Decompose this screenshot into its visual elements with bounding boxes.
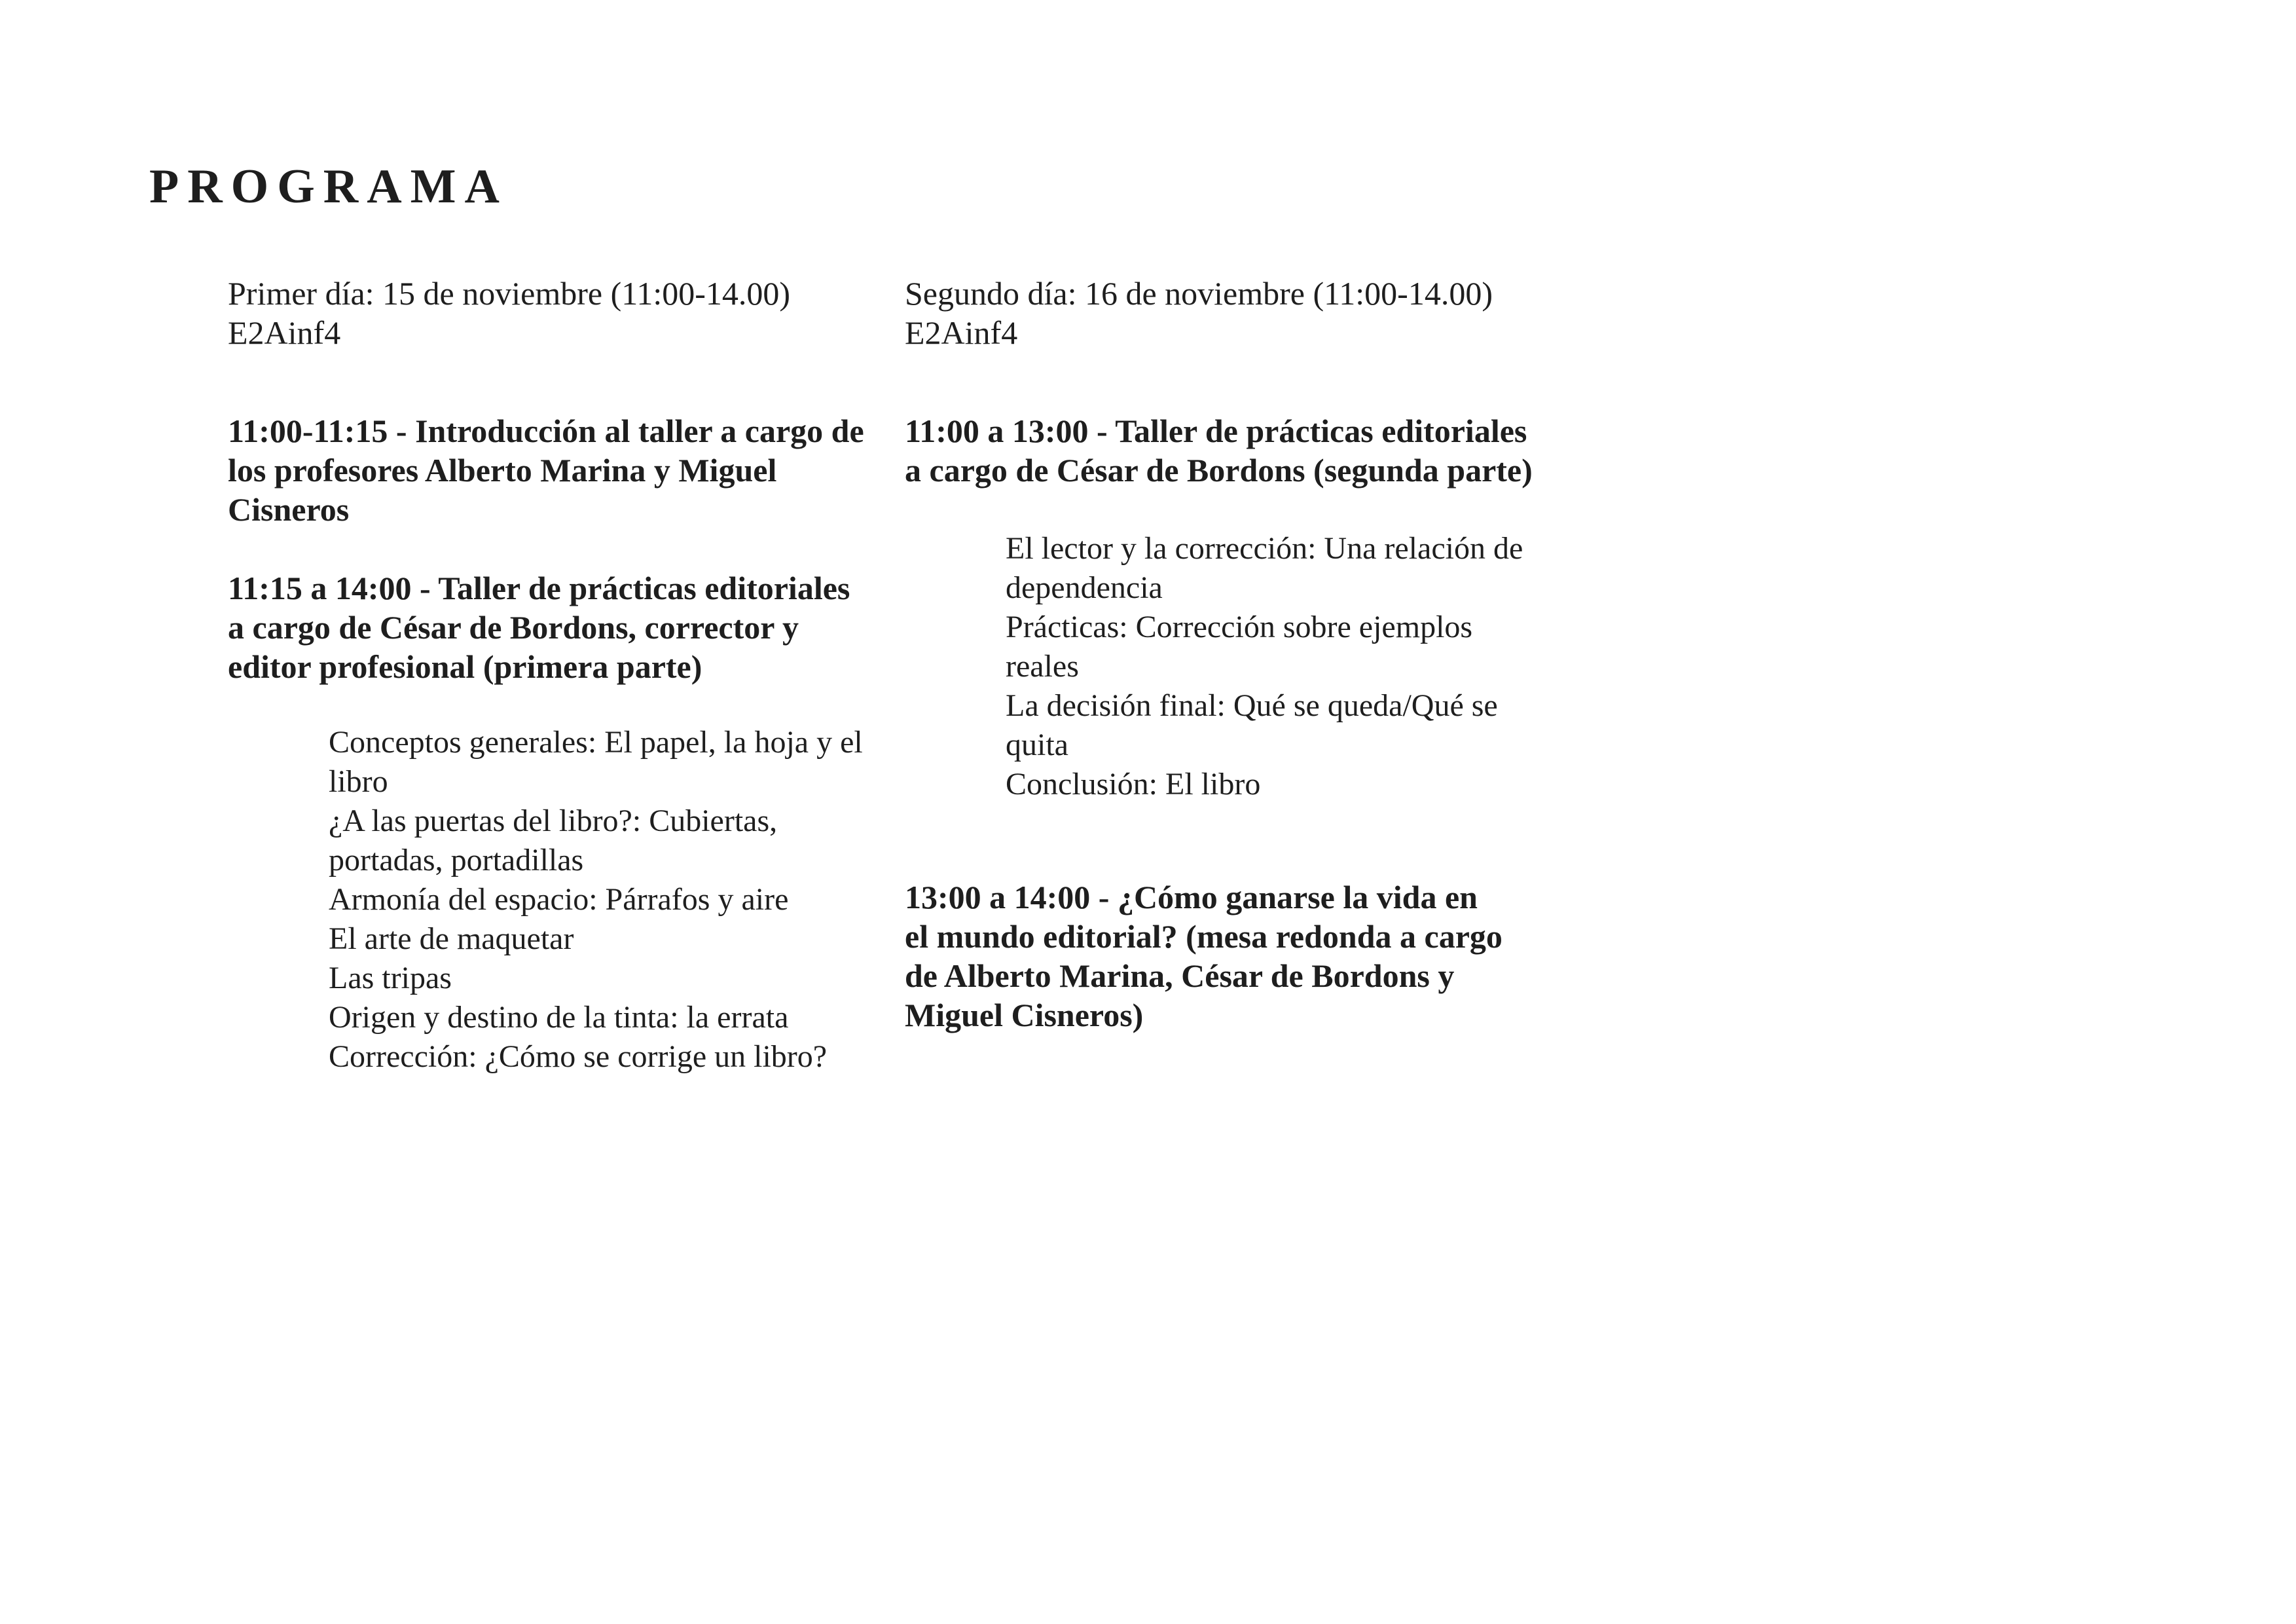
- list-item: ¿A las puertas del libro?: Cubiertas, portadas, portadillas: [329, 803, 778, 877]
- day-2-date: Segundo día: 16 de noviembre (11:00-14.00): [905, 275, 1493, 312]
- day-2-session-workshop: 11:00 a 13:00 - Taller de prácticas editoriales a cargo de César de Bordons (segunda parte): [905, 413, 1533, 489]
- list-item: El lector y la corrección: Una relación de dependencia: [1006, 531, 1523, 605]
- day-2-header: [905, 274, 1559, 352]
- day-1-date: Primer día: 15 de noviembre (11:00-14.00): [228, 275, 791, 312]
- list-item: Prácticas: Corrección sobre ejemplos reales: [1006, 610, 1473, 684]
- day-2-room: E2Ainf4: [905, 314, 1018, 351]
- day-1-session-workshop: 11:15 a 14:00 - Taller de prácticas editoriales a cargo de César de Bordons, corrector y editor profesional (primera parte): [228, 570, 850, 685]
- day-2-session-roundtable: 13:00 a 14:00 - ¿Cómo ganarse la vida en el mundo editorial? (mesa redonda a cargo de Alberto Marina, César de Bordons y Miguel Cisneros): [905, 879, 1503, 1033]
- list-item: La decisión final: Qué se queda/Qué se quita: [1006, 688, 1498, 762]
- day-1-topic-list: [228, 723, 866, 1077]
- day-1-room: E2Ainf4: [228, 314, 341, 351]
- list-item: Las tripas: [329, 961, 452, 995]
- list-item: El arte de maquetar: [329, 921, 574, 956]
- list-item: Corrección: ¿Cómo se corrige un libro?: [329, 1039, 828, 1074]
- day-1-header: [228, 274, 856, 352]
- list-item: Armonía del espacio: Párrafos y aire: [329, 882, 789, 917]
- page-title: PROGRAMA: [149, 160, 508, 213]
- day-1-session-intro: 11:00-11:15 - Introducción al taller a cargo de los profesores Alberto Marina y Miguel Cisneros: [228, 413, 864, 528]
- list-item: Conclusión: El libro: [1006, 767, 1261, 802]
- day-2-column: [905, 274, 1559, 1035]
- list-item: Origen y destino de la tinta: la errata: [329, 1000, 789, 1035]
- day-2-topic-list: [905, 529, 1529, 804]
- day-1-column: [228, 274, 883, 1077]
- list-item: Conceptos generales: El papel, la hoja y el libro: [329, 725, 863, 799]
